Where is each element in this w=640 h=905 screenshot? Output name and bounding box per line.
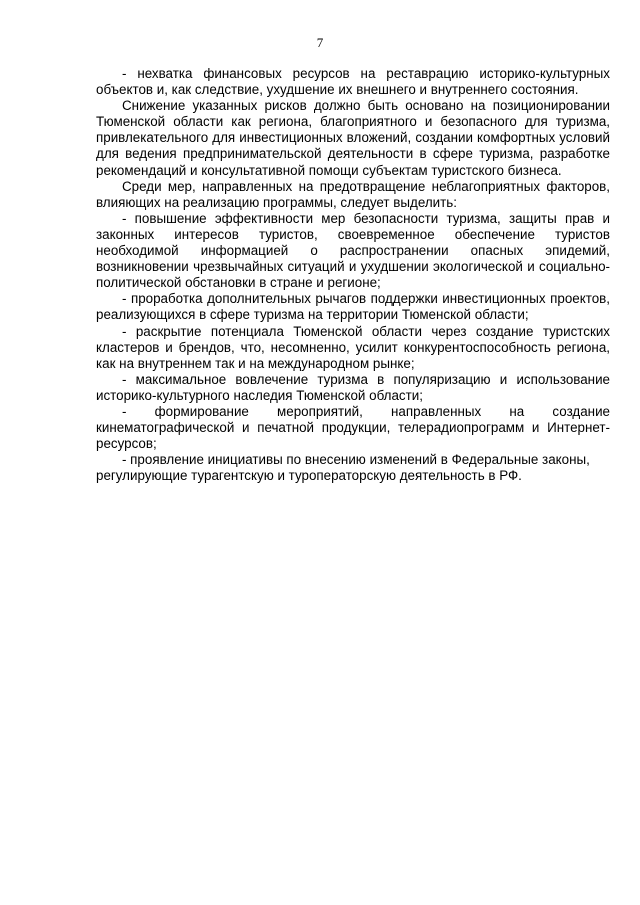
list-item-investment: - проработка дополнительных рычагов поддержки инвестиционных проектов, реализующихся в сфере туризма на территории Тюменской области; <box>96 291 610 323</box>
list-item-safety: - повышение эффективности мер безопасности туризма, защиты прав и законных интересов туристов, своевременное обеспечение туристов необходимой информацией о распространении опасных эпидемий, возникновении чрезвычайных ситуаций и ухудшении экологической и социально-политической обстановки в стране и регионе; <box>96 210 610 291</box>
list-item-heritage: - максимальное вовлечение туризма в популяризацию и использование историко-культурного наследия Тюменской области; <box>96 371 610 403</box>
page-number: 7 <box>316 35 324 50</box>
paragraph-financial-shortage: - нехватка финансовых ресурсов на реставрацию историко-культурных объектов и, как следствие, ухудшение их внешнего и внутреннего состояния. <box>96 66 610 98</box>
paragraph-risk-reduction: Снижение указанных рисков должно быть основано на позиционировании Тюменской области как региона, благоприятного и безопасного для туризма, привлекательного для инвестиционных вложений, создании комфортных условий для ведения предпринимательской деятельности в сфере туризма, разработке рекомендаций и консультативной помощи субъектам туристского бизнеса. <box>96 98 610 178</box>
paragraph-measures-intro: Среди мер, направленных на предотвращение неблагоприятных факторов, влияющих на реализацию программы, следует выделить: <box>96 178 610 210</box>
list-item-clusters: - раскрытие потенциала Тюменской области через создание туристских кластеров и брендов, что, несомненно, усилит конкурентоспособность региона, как на внутреннем так и на международном рынке; <box>96 323 610 371</box>
document-body <box>96 66 610 484</box>
list-item-media: - формирование мероприятий, направленных на создание кинематографической и печатной продукции, телерадиопрограмм и Интернет-ресурсов; <box>96 403 610 452</box>
list-item-legislation: - проявление инициативы по внесению изменений в Федеральные законы, регулирующие турагентскую и туроператорскую деятельность в РФ. <box>96 452 590 484</box>
